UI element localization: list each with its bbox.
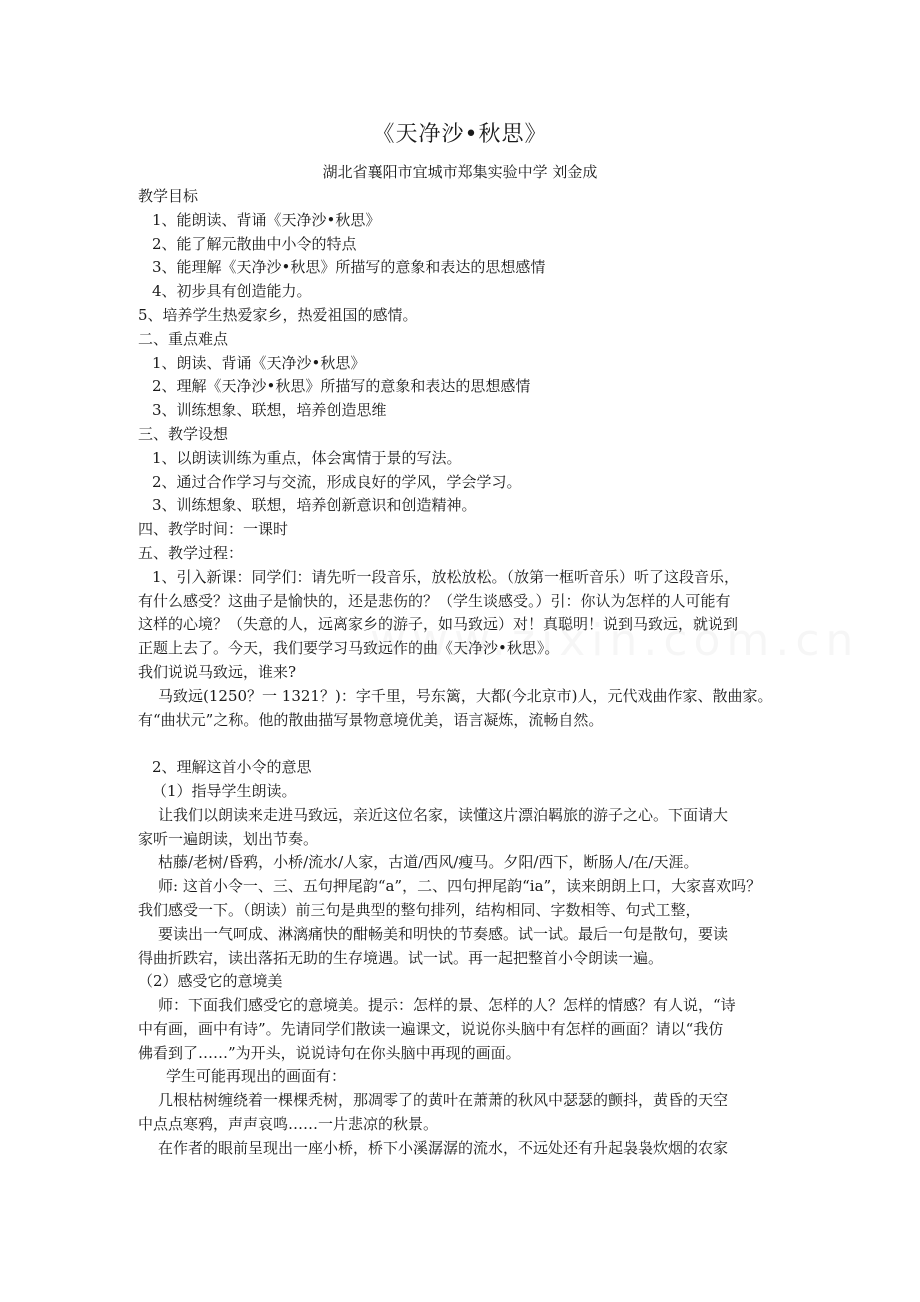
text-line: 二、重点难点: [138, 329, 229, 348]
text-line: 2、通过合作学习与交流，形成良好的学风，学会学习。: [152, 472, 522, 491]
text-line: 2、理解《天净沙•秋思》所描写的意象和表达的思想感情: [152, 377, 531, 396]
text-line: 3、训练想象、联想，培养创造思维: [152, 401, 387, 420]
text-line: 让我们以朗读来走进马致远，亲近这位名家，读懂这片漂泊羁旅的游子之心。下面请大: [158, 805, 729, 824]
text-line: 学生可能再现出的画面有：: [166, 1067, 347, 1086]
text-line: 四、教学时间：一课时: [138, 520, 289, 539]
text-line: 有什么感受？这曲子是愉快的，还是悲伤的？（学生谈感受。）引：你认为怎样的人可能有: [138, 591, 731, 610]
text-line: 1、引入新课：同学们：请先听一段音乐，放松放松。（放第一框听音乐）听了这段音乐，: [152, 567, 740, 586]
text-line: 我们感受一下。（朗读）前三句是典型的整句排列，结构相同、字数相等、句式工整，: [138, 900, 701, 919]
text-line: 中点点寒鸦，声声哀鸣……一片悲凉的秋景。: [138, 1115, 439, 1134]
text-line: 我们说说马致远，谁来?: [138, 662, 297, 681]
text-line: 教学目标: [138, 187, 199, 205]
text-line: 有“曲状元”之称。他的散曲描写景物意境优美，语言凝炼，流畅自然。: [138, 710, 604, 729]
page-title: 《天净沙•秋思》: [372, 122, 548, 147]
text-line: 家听一遍朗读，划出节奏。: [138, 829, 319, 848]
text-line: 要读出一气呵成、淋漓痛快的酣畅美和明快的节奏感。试一试。最后一句是散句，要读: [158, 924, 729, 943]
text-line: 4、初步具有创造能力。: [152, 282, 312, 301]
lesson-plan-body: [138, 185, 788, 1161]
text-line: 佛看到了……”为开头，说说诗句在你头脑中再现的画面。: [138, 1043, 521, 1062]
text-line: 得曲折跌宕，读出落拓无助的生存境遇。试一试。再一起把整首小令朗读一遍。: [138, 948, 664, 967]
text-line: 3、训练想象、联想，培养创新意识和创造精神。: [152, 496, 477, 515]
text-line: 五、教学过程：: [138, 543, 244, 562]
blank-line: [138, 732, 788, 756]
text-line: 2、理解这首小令的意思: [152, 758, 312, 777]
text-line: 师: 这首小令一、三、五句押尾韵“a”，二、四句押尾韵“ia”，读来朗朗上口，大家喜欢吗？: [158, 877, 762, 896]
text-line: 三、教学设想: [138, 424, 229, 443]
author-line: 湖北省襄阳市宜城市郑集实验中学 刘金成: [322, 163, 598, 181]
text-line: 5、培养学生热爱家乡，热爱祖国的感情。: [138, 305, 418, 324]
text-line: 这样的心境？（失意的人，远离家乡的游子，如马致远）对！真聪明！说到马致远，就说到: [138, 615, 739, 634]
text-line: 几根枯树缠绕着一棵棵秃树，那凋零了的黄叶在萧萧的秋风中瑟瑟的颤抖，黄昏的天空: [158, 1091, 729, 1110]
text-line: 3、能理解《天净沙•秋思》所描写的意象和表达的思想感情: [152, 258, 546, 277]
text-line: 1、以朗读训练为重点，体会寓情于景的写法。: [152, 448, 462, 467]
text-line: 2、能了解元散曲中小令的特点: [152, 234, 357, 253]
text-line: （1）指导学生朗读。: [152, 781, 297, 800]
text-line: 1、朗读、背诵《天净沙•秋思》: [152, 353, 366, 372]
text-line: 师：下面我们感受它的意境美。提示：怎样的景、怎样的人？怎样的情感？有人说，“诗: [158, 996, 736, 1015]
text-line: 中有画，画中有诗”。先请同学们散读一遍课文，说说你头脑中有怎样的画面？请以“我仿: [138, 1019, 724, 1038]
text-line: （2）感受它的意境美: [138, 972, 283, 991]
text-line: 正题上去了。今天，我们要学习马致远作的曲《天净沙•秋思》。: [138, 639, 560, 658]
text-line: 马致远(1250？一 1321？)：字千里，号东篱，大都(今北京市)人，元代戏曲作家、散曲家。: [158, 686, 773, 705]
text-line: 1、能朗读、背诵《天净沙•秋思》: [152, 210, 381, 229]
text-line: 枯藤/老树/昏鸦，小桥/流水/人家，古道/西风/瘦马。夕阳/西下，断肠人/在/天涯。: [158, 853, 699, 872]
text-line: 在作者的眼前呈现出一座小桥，桥下小溪潺潺的流水，不远处还有升起袅袅炊烟的农家: [158, 1138, 729, 1157]
